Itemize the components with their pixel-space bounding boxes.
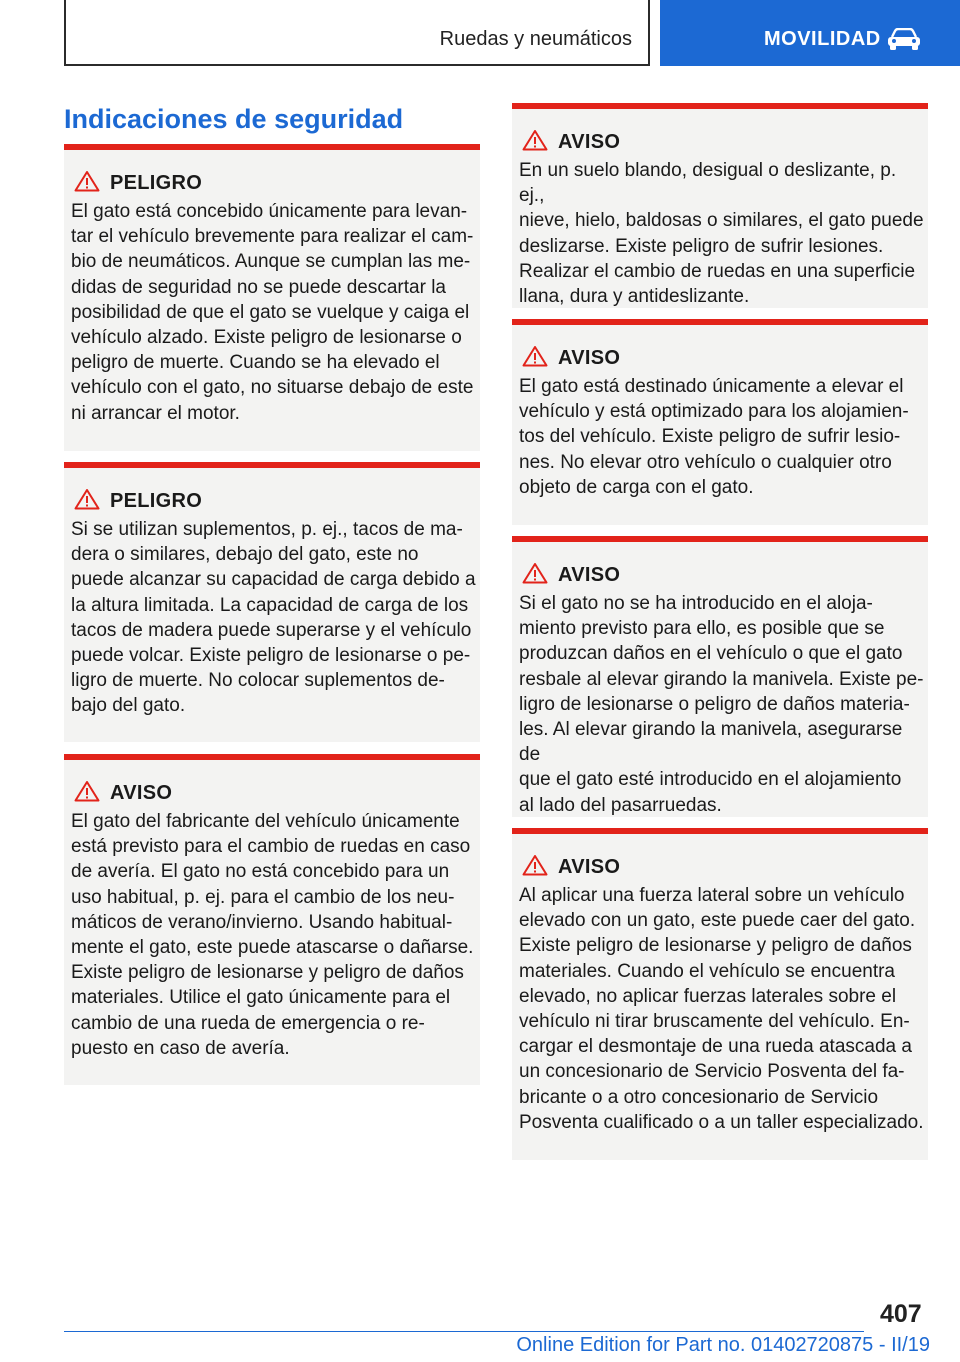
warning-triangle-icon xyxy=(74,170,100,192)
warning-triangle-icon xyxy=(522,562,548,584)
warning-triangle-icon xyxy=(522,345,548,367)
notice-text: El gato está concebido únicamente para levan- tar el vehículo brevemente para realizar el cam- bio de neumáticos. Aunque se cumplan las me- didas de seguridad no se puede descartar la posibilidad de que el gato se vuelque y caiga el vehículo alzado. Existe peligro de lesionarse o peligro de muerte. Cuando se ha elevado el vehículo con el gato, no situarse debajo de este ni arrancar el motor. xyxy=(71,201,474,424)
notice-type-label: AVISO xyxy=(558,564,621,586)
notice-type-label: AVISO xyxy=(558,856,621,878)
page-number: 407 xyxy=(880,1300,922,1328)
chapter-tab-label: MOVILIDAD xyxy=(764,28,881,50)
danger-notice xyxy=(64,144,480,451)
caution-notice xyxy=(512,103,928,308)
notice-text: En un suelo blando, desigual o deslizante, p. ej., nieve, hielo, baldosas o similares, el gato puede deslizarse. Existe peligro de sufrir lesiones. Realizar el cambio de ruedas en una superficie llana, dura y antideslizante. xyxy=(519,160,924,308)
header-section-box xyxy=(64,0,650,66)
notice-type-label: AVISO xyxy=(558,131,621,153)
caution-notice xyxy=(512,319,928,525)
caution-notice xyxy=(512,536,928,817)
warning-triangle-icon xyxy=(74,488,100,510)
header-section-title: Ruedas y neumáticos xyxy=(439,28,632,50)
footer-edition-link[interactable]: Online Edition for Part no. 01402720875 - II/19 xyxy=(516,1334,930,1356)
notice-type-label: AVISO xyxy=(110,782,173,804)
danger-notice xyxy=(64,462,480,742)
chapter-tab[interactable] xyxy=(660,0,960,66)
notice-text: El gato está destinado únicamente a elevar el vehículo y está optimizado para los alojamien- tos del vehículo. Existe peligro de sufrir lesio- nes. No elevar otro vehículo o cualquier otro objeto de carga con el gato. xyxy=(519,376,909,498)
notice-type-label: PELIGRO xyxy=(110,490,203,512)
notice-text: Si se utilizan suplementos, p. ej., tacos de ma- dera o similares, debajo del gato, este no puede alcanzar su capacidad de carga debido a la altura limitada. La capacidad de carga de los tacos de madera puede superarse y el vehículo puede volcar. Existe peligro de lesionarse o pe- ligro de muerte. No colocar suplementos de- bajo del gato. xyxy=(71,519,476,717)
caution-notice xyxy=(64,754,480,1085)
notice-text: Al aplicar una fuerza lateral sobre un vehículo elevado con un gato, este puede caer del gato. Existe peligro de lesionarse y peligro de daños materiales. Cuando el vehículo se encuentra elevado, no aplicar fuerzas laterales sobre el vehículo ni tirar bruscamente del vehículo. En- cargar el desmontaje de una rueda atascada a un concesionario de Servicio Posventa del fa- bricante o a otro concesionario de Servicio Posventa cualificado o a un taller especializado. xyxy=(519,885,924,1133)
notice-type-label: PELIGRO xyxy=(110,172,203,194)
warning-triangle-icon xyxy=(522,129,548,151)
notice-type-label: AVISO xyxy=(558,347,621,369)
warning-triangle-icon xyxy=(74,780,100,802)
page-title: Indicaciones de seguridad xyxy=(64,104,404,134)
notice-text: El gato del fabricante del vehículo únicamente está previsto para el cambio de ruedas en caso de avería. El gato no está concebido para un uso habitual, p. ej. para el cambio de los neu- máticos de verano/invierno. Usando habitual- mente el gato, este puede atascarse o dañarse. Existe peligro de lesionarse y peligro de daños materiales. Utilice el gato únicamente para el cambio de una rueda de emergencia o re- puesto en caso de avería. xyxy=(71,811,474,1059)
caution-notice xyxy=(512,828,928,1160)
warning-triangle-icon xyxy=(522,854,548,876)
car-icon xyxy=(886,28,922,50)
notice-text: Si el gato no se ha introducido en el aloja- miento previsto para ello, es posible que se produzcan daños en el vehículo o que el gato resbale al elevar girando la manivela. Existe pe- ligro de lesionarse o peligro de daños materia- les. Al elevar girando la manivela, asegurarse de que el gato esté introducido en el alojamiento al lado del pasarruedas. xyxy=(519,593,924,816)
footer-divider xyxy=(64,1331,864,1332)
